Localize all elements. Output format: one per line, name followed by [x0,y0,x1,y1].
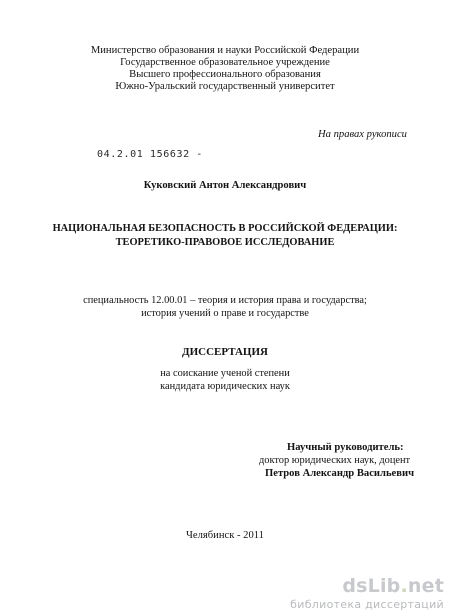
ministry-line: Министерство образования и науки Российской Федерации [90,45,360,56]
education-level-line: Высшего профессионального образования [129,69,321,80]
university-line: Южно-Уральский государственный университет [115,81,335,92]
registration-number: 04.2.01 156632 - [97,149,203,160]
watermark-brand-dot: . [400,575,408,597]
watermark-brand-prefix: dsLib [342,575,401,597]
watermark-brand-suffix: net [407,575,444,597]
watermark-tagline: библиотека диссертаций [290,598,444,611]
supervisor-credentials: доктор юридических наук, доцент [259,455,411,466]
institution-type-line: Государственное образовательное учреждение [120,57,330,68]
supervisor-label: Научный руководитель: [287,442,404,453]
dissertation-title-line-2: ТЕОРЕТИКО-ПРАВОВОЕ ИССЛЕДОВАНИЕ [115,237,335,248]
author-name: Куковский Антон Александрович [143,180,307,191]
rights-note: На правах рукописи [318,129,407,140]
degree-line-1: на соискание ученой степени [160,368,290,379]
supervisor-name: Петров Александр Васильевич [265,468,415,479]
city-year: Челябинск - 2011 [186,530,264,541]
specialty-line-2: история учений о праве и государстве [141,308,309,319]
specialty-line-1: специальность 12.00.01 – теория и история права и государства; [83,295,367,306]
dissertation-title-line-1: НАЦИОНАЛЬНАЯ БЕЗОПАСНОСТЬ В РОССИЙСКОЙ ФЕДЕРАЦИИ: [52,223,398,234]
watermark-brand [290,577,444,596]
degree-line-2: кандидата юридических наук [160,381,290,392]
document-type: ДИССЕРТАЦИЯ [182,346,268,358]
dslib-watermark [290,577,444,610]
